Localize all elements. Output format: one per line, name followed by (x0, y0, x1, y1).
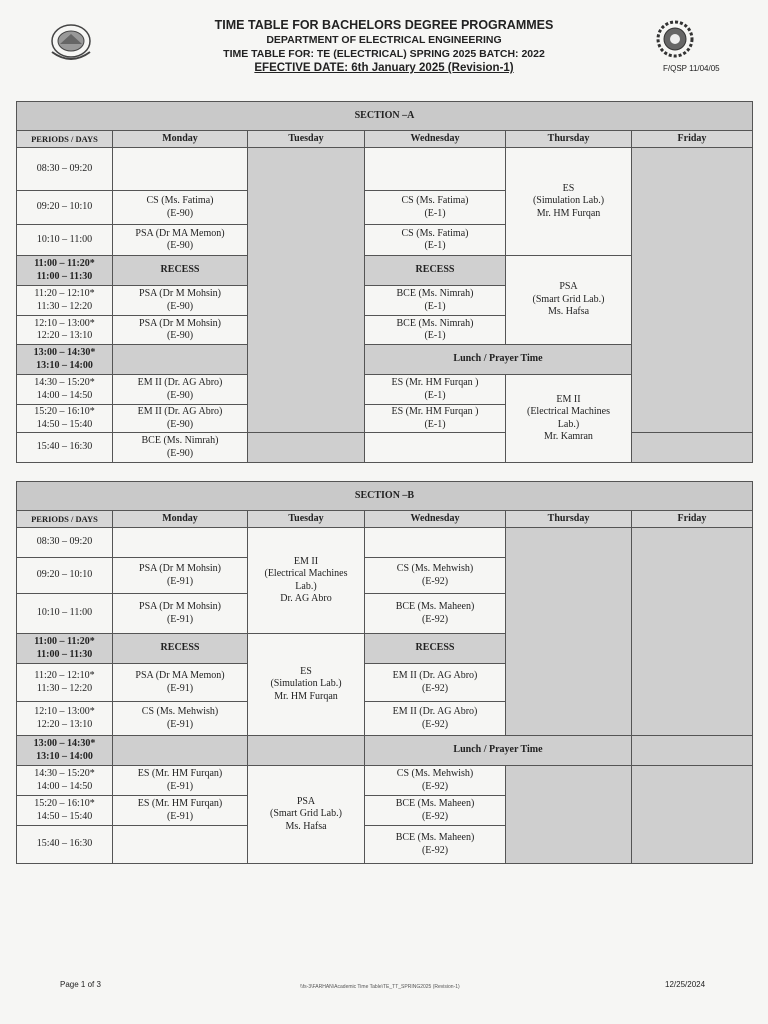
friday-free-block (632, 766, 753, 864)
class-slot: EM II (Dr. AG Abro) (E-92) (365, 664, 506, 702)
friday-header: Friday (632, 511, 753, 528)
class-slot: ES (Mr. HM Furqan) (E-91) (113, 796, 248, 826)
period-cell: 08:30 – 09:20 (17, 148, 113, 191)
empty-slot (113, 148, 248, 191)
class-slot: BCE (Ms. Nimrah) (E-1) (365, 286, 506, 316)
lunch-cell: Lunch / Prayer Time (365, 345, 632, 375)
lunch-gap (632, 736, 753, 766)
free-slot (632, 433, 753, 463)
period-cell: 14:30 – 15:20* 14:00 – 14:50 (17, 766, 113, 796)
class-slot: PSA (Dr MA Memon) (E-90) (113, 225, 248, 256)
tuesday-header: Tuesday (248, 511, 365, 528)
class-slot: EM II (Dr. AG Abro) (E-90) (113, 375, 248, 405)
friday-free-block (632, 528, 753, 736)
section-b-title: SECTION –B (17, 482, 753, 511)
period-cell: 10:10 – 11:00 (17, 225, 113, 256)
period-cell: 13:00 – 14:30* 13:10 – 14:00 (17, 345, 113, 375)
period-cell: 11:00 – 11:20* 11:00 – 11:30 (17, 634, 113, 664)
empty-slot (365, 528, 506, 558)
monday-header: Monday (113, 131, 248, 148)
friday-free-block (632, 148, 753, 433)
recess-cell: RECESS (113, 634, 248, 664)
section-a-table (16, 101, 753, 463)
periods-days-header: PERIODS / DAYS (17, 131, 113, 148)
recess-cell: RECESS (365, 634, 506, 664)
class-slot: CS (Ms. Fatima) (E-1) (365, 191, 506, 225)
lunch-gap (248, 736, 365, 766)
wednesday-header: Wednesday (365, 511, 506, 528)
class-slot: PSA (Dr M Mohsin) (E-90) (113, 286, 248, 316)
period-cell: 15:40 – 16:30 (17, 826, 113, 864)
lunch-gap (113, 736, 248, 766)
empty-slot (113, 528, 248, 558)
period-cell: 11:20 – 12:10* 11:30 – 12:20 (17, 286, 113, 316)
thursday-header: Thursday (506, 131, 632, 148)
period-cell: 09:20 – 10:10 (17, 191, 113, 225)
thursday-free-block (506, 766, 632, 864)
class-slot: CS (Ms. Fatima) (E-90) (113, 191, 248, 225)
period-cell: 08:30 – 09:20 (17, 528, 113, 558)
class-slot: ES (Mr. HM Furqan) (E-91) (113, 766, 248, 796)
class-slot: PSA (Dr M Mohsin) (E-90) (113, 316, 248, 345)
period-cell: 15:20 – 16:10* 14:50 – 15:40 (17, 405, 113, 433)
class-slot: PSA (Dr MA Memon) (E-91) (113, 664, 248, 702)
period-cell: 13:00 – 14:30* 13:10 – 14:00 (17, 736, 113, 766)
period-cell: 10:10 – 11:00 (17, 594, 113, 634)
print-date: 12/25/2024 (665, 980, 706, 989)
period-cell: 12:10 – 13:00* 12:20 – 13:10 (17, 702, 113, 736)
empty-slot (365, 433, 506, 463)
file-path: \\fs-3\FARHAN\Academic Time Table\TE_TT_SPRING2025 (Revision-1) (300, 984, 460, 990)
header-effective-date: EFECTIVE DATE: 6th January 2025 (Revision-1) (254, 62, 514, 74)
section-a-title: SECTION –A (17, 102, 753, 131)
lab-block: EM II (Electrical Machines Lab.) Mr. Kamran (506, 375, 632, 463)
section-b-table (16, 481, 753, 864)
lab-block: EM II (Electrical Machines Lab.) Dr. AG Abro (248, 528, 365, 634)
lab-block: ES (Simulation Lab.) Mr. HM Furqan (248, 634, 365, 736)
friday-header: Friday (632, 131, 753, 148)
document-header (0, 18, 768, 74)
class-slot: BCE (Ms. Maheen) (E-92) (365, 796, 506, 826)
period-cell: 15:20 – 16:10* 14:50 – 15:40 (17, 796, 113, 826)
free-slot (248, 433, 365, 463)
thursday-header: Thursday (506, 511, 632, 528)
thursday-free-block (506, 528, 632, 736)
class-slot: BCE (Ms. Nimrah) (E-1) (365, 316, 506, 345)
recess-cell: RECESS (113, 256, 248, 286)
header-title: TIME TABLE FOR BACHELORS DEGREE PROGRAMMES (214, 18, 554, 32)
form-reference: F/QSP 11/04/05 (663, 64, 720, 73)
lunch-gap (113, 345, 248, 375)
header-department: DEPARTMENT OF ELECTRICAL ENGINEERING (266, 34, 502, 46)
class-slot: PSA (Dr M Mohsin) (E-91) (113, 558, 248, 594)
recess-cell: RECESS (365, 256, 506, 286)
period-cell: 11:00 – 11:20* 11:00 – 11:30 (17, 256, 113, 286)
wednesday-header: Wednesday (365, 131, 506, 148)
class-slot: CS (Ms. Mehwish) (E-91) (113, 702, 248, 736)
period-cell: 12:10 – 13:00* 12:20 – 13:10 (17, 316, 113, 345)
tuesday-header: Tuesday (248, 131, 365, 148)
class-slot: CS (Ms. Mehwish) (E-92) (365, 766, 506, 796)
empty-slot (365, 148, 506, 191)
tuesday-free-block (248, 148, 365, 433)
class-slot: CS (Ms. Fatima) (E-1) (365, 225, 506, 256)
class-slot: PSA (Dr M Mohsin) (E-91) (113, 594, 248, 634)
period-cell: 11:20 – 12:10* 11:30 – 12:20 (17, 664, 113, 702)
class-slot: CS (Ms. Mehwish) (E-92) (365, 558, 506, 594)
class-slot: ES (Mr. HM Furqan ) (E-1) (365, 405, 506, 433)
empty-slot (113, 826, 248, 864)
page-number: Page 1 of 3 (60, 980, 101, 989)
lab-block: PSA (Smart Grid Lab.) Ms. Hafsa (506, 256, 632, 345)
class-slot: ES (Mr. HM Furqan ) (E-1) (365, 375, 506, 405)
header-batch: TIME TABLE FOR: TE (ELECTRICAL) SPRING 2025 BATCH: 2022 (223, 48, 545, 60)
period-cell: 09:20 – 10:10 (17, 558, 113, 594)
period-cell: 15:40 – 16:30 (17, 433, 113, 463)
class-slot: EM II (Dr. AG Abro) (E-90) (113, 405, 248, 433)
monday-header: Monday (113, 511, 248, 528)
class-slot: BCE (Ms. Nimrah) (E-90) (113, 433, 248, 463)
class-slot: BCE (Ms. Maheen) (E-92) (365, 594, 506, 634)
lab-block: ES (Simulation Lab.) Mr. HM Furqan (506, 148, 632, 256)
class-slot: BCE (Ms. Maheen) (E-92) (365, 826, 506, 864)
lab-block: PSA (Smart Grid Lab.) Ms. Hafsa (248, 766, 365, 864)
period-cell: 14:30 – 15:20* 14:00 – 14:50 (17, 375, 113, 405)
lunch-cell: Lunch / Prayer Time (365, 736, 632, 766)
periods-days-header: PERIODS / DAYS (17, 511, 113, 528)
class-slot: EM II (Dr. AG Abro) (E-92) (365, 702, 506, 736)
